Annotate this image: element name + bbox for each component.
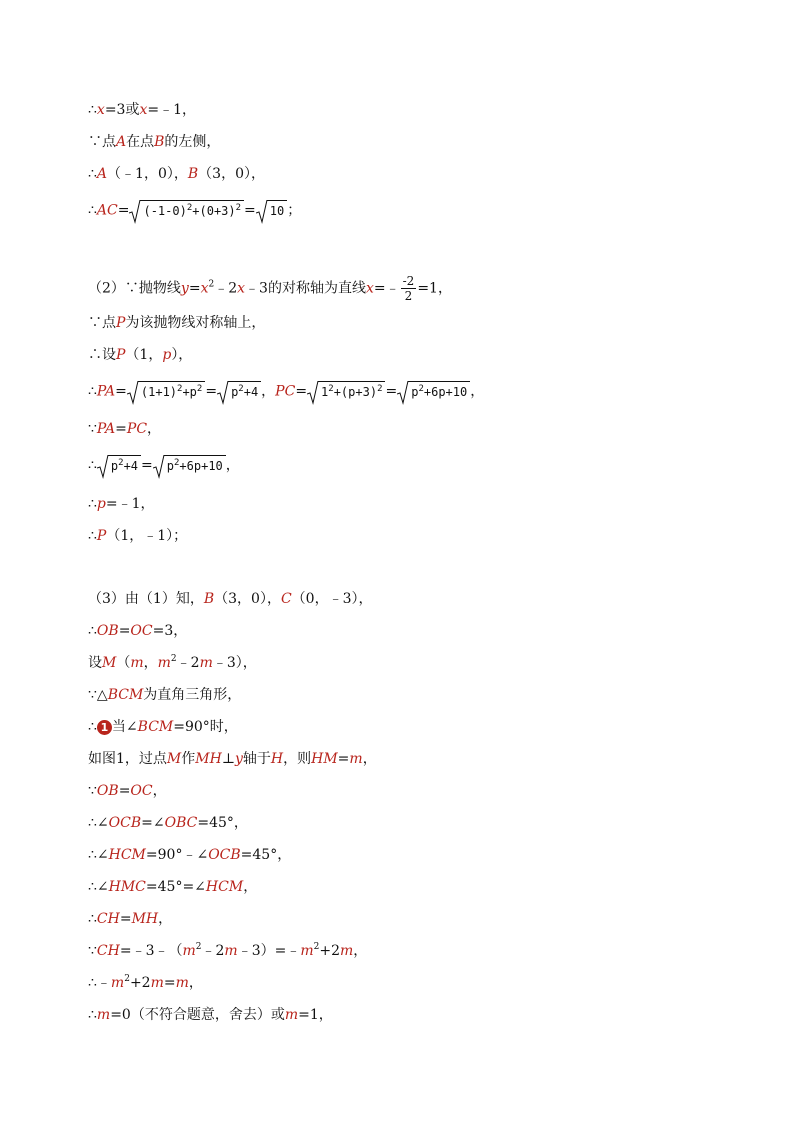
- solution-line-1: [88, 100, 196, 120]
- variable: A: [96, 166, 108, 182]
- text: =: [295, 383, 308, 400]
- text: ，则: [283, 751, 312, 767]
- fraction-denominator: 2: [404, 289, 413, 303]
- text: ﹣2: [214, 280, 238, 297]
- radical-sign-icon: [307, 381, 319, 405]
- sqrt-expression: [127, 381, 205, 402]
- math-text: +p: [182, 385, 197, 399]
- exponent: 2: [377, 384, 383, 394]
- variable: x: [365, 280, 374, 297]
- text: ∵: [88, 783, 97, 799]
- variable: HCM: [108, 847, 146, 863]
- variable: x: [237, 280, 246, 297]
- solution-line-18: [88, 749, 377, 769]
- variable: P: [96, 528, 107, 544]
- variable: C: [280, 591, 292, 607]
- solution-line-2: [88, 132, 220, 152]
- text: （3，0），: [214, 591, 281, 607]
- text: 在点: [126, 134, 155, 150]
- text: =: [118, 783, 131, 799]
- variable: M: [166, 751, 182, 767]
- math-text: +4: [123, 459, 139, 473]
- text: =45°=∠: [145, 879, 206, 895]
- math-text: +(p+3): [333, 385, 378, 399]
- exponent: 2: [118, 458, 124, 468]
- text: =: [115, 383, 127, 400]
- math-text: p: [411, 385, 419, 399]
- variable: x: [200, 280, 209, 297]
- text: ∴: [88, 202, 97, 219]
- exponent: 2: [196, 384, 203, 394]
- radical-sign-icon: [256, 200, 268, 224]
- variable: CH: [96, 943, 120, 959]
- text: ∴: [88, 457, 97, 474]
- text: 为该抛物线对称轴上，: [125, 315, 266, 331]
- fraction-numerator: -2: [402, 274, 415, 288]
- text: （﹣1，0），: [107, 166, 188, 182]
- variable: OB: [96, 623, 119, 639]
- text: ∵点: [88, 315, 116, 331]
- text: =: [117, 202, 130, 219]
- text: ﹣3），: [212, 655, 257, 671]
- text: =: [385, 383, 398, 400]
- text: ，: [143, 655, 158, 671]
- variable: BCM: [137, 719, 174, 735]
- text: ），: [171, 347, 193, 363]
- math-text: 10: [267, 200, 287, 219]
- variable: y: [234, 751, 243, 767]
- variable: OCB: [208, 847, 241, 863]
- text: =1，: [417, 280, 452, 297]
- text: ，: [225, 457, 240, 474]
- variable: y: [180, 280, 189, 297]
- text: =: [244, 202, 256, 219]
- fraction: [401, 274, 417, 303]
- variable: m: [284, 1007, 299, 1023]
- variable: OBC: [164, 815, 198, 831]
- text: ∴设: [88, 347, 116, 363]
- text: ⊥: [221, 751, 235, 767]
- radical-sign-icon: [217, 381, 229, 405]
- text: ﹣2: [201, 943, 225, 959]
- variable: HM: [311, 751, 338, 767]
- variable: PA: [96, 383, 116, 400]
- math-text: (1+1): [140, 385, 178, 399]
- sqrt-expression: [307, 381, 385, 402]
- variable: H: [270, 751, 284, 767]
- solution-line-24: [88, 941, 367, 961]
- variable: AC: [96, 202, 118, 219]
- exponent: 2: [238, 384, 244, 394]
- text: =: [205, 383, 218, 400]
- text: （1，﹣1）；: [106, 528, 188, 544]
- variable: m: [349, 751, 363, 767]
- text: 的左侧，: [164, 134, 221, 150]
- text: ，: [158, 911, 173, 927]
- text: ∴: [88, 496, 97, 512]
- sqrt-expression: [129, 200, 244, 221]
- solution-line-12: [88, 526, 187, 546]
- solution-line-10: [88, 455, 240, 475]
- math-text: p: [166, 459, 174, 473]
- sqrt-expression: [397, 381, 470, 402]
- variable: m: [182, 943, 196, 959]
- text: =: [119, 911, 132, 927]
- text: 轴于: [242, 751, 271, 767]
- variable: OC: [130, 783, 153, 799]
- variable: A: [116, 134, 127, 150]
- text: =: [118, 623, 131, 639]
- solution-line-19: [88, 781, 167, 801]
- math-text: +(0+3): [192, 204, 236, 218]
- text: +2: [129, 975, 151, 991]
- text: ∴∠: [88, 879, 109, 895]
- text: ∴: [88, 911, 97, 927]
- sqrt-expression: [256, 200, 287, 221]
- solution-line-16: [88, 685, 241, 705]
- solution-line-3: [88, 164, 265, 184]
- exponent: 2: [177, 384, 183, 394]
- variable: PC: [126, 421, 148, 437]
- variable: m: [300, 943, 314, 959]
- variable: MH: [131, 911, 159, 927]
- math-text: +6p+10: [423, 385, 468, 399]
- text: ，: [470, 383, 485, 400]
- text: ∵: [88, 421, 97, 437]
- text: ，: [188, 975, 203, 991]
- variable: P: [116, 347, 126, 363]
- exponent: 2: [208, 279, 215, 290]
- text: =﹣1，: [105, 496, 155, 512]
- text: ﹣3的对称轴为直线: [245, 280, 366, 297]
- solution-line-5: [88, 274, 452, 303]
- variable: MH: [195, 751, 222, 767]
- text: 如图1，过点: [88, 751, 167, 767]
- solution-line-11: [88, 494, 155, 514]
- text: （3，0），: [198, 166, 265, 182]
- text: ∴: [88, 1007, 97, 1023]
- text: =90°﹣∠: [145, 847, 209, 863]
- variable: m: [96, 1007, 111, 1023]
- radical-sign-icon: [397, 381, 409, 405]
- text: ，: [147, 421, 162, 437]
- text: =﹣3﹣（: [119, 943, 183, 959]
- variable: B: [154, 134, 165, 150]
- text: （: [116, 655, 131, 671]
- variable: p: [162, 347, 172, 363]
- math-text: (-1-0): [143, 204, 187, 218]
- text: =3，: [152, 623, 188, 639]
- text: （3）由（1）知，: [88, 591, 204, 607]
- text: ，: [362, 751, 377, 767]
- variable: m: [224, 943, 238, 959]
- solution-line-15: [88, 653, 257, 673]
- solution-line-14: [88, 621, 187, 641]
- text: =3或: [104, 102, 140, 118]
- text: =: [337, 751, 350, 767]
- variable: m: [340, 943, 354, 959]
- solution-line-8: [88, 381, 484, 401]
- text: ，: [243, 879, 258, 895]
- variable: HCM: [205, 879, 244, 895]
- text: ∴: [88, 102, 97, 118]
- sqrt-expression: [153, 455, 226, 476]
- variable: PC: [275, 383, 296, 400]
- math-text: p: [231, 385, 239, 399]
- sqrt-expression: [217, 381, 261, 402]
- exponent: 2: [328, 384, 334, 394]
- variable: HMC: [108, 879, 146, 895]
- solution-line-17: [88, 717, 238, 737]
- text: =﹣: [373, 280, 400, 297]
- text: （0，﹣3），: [291, 591, 373, 607]
- solution-line-20: [88, 813, 248, 833]
- text: ∵△: [88, 687, 108, 703]
- math-text: +4: [243, 385, 259, 399]
- radical-sign-icon: [153, 455, 165, 479]
- text: 当∠: [111, 719, 138, 735]
- variable: m: [130, 655, 144, 671]
- text: ，: [152, 783, 167, 799]
- exponent: 2: [418, 384, 424, 394]
- text: ﹣3）=﹣: [237, 943, 301, 959]
- variable: p: [96, 496, 106, 512]
- exponent: 2: [195, 942, 202, 952]
- math-text: p: [110, 459, 119, 473]
- solution-line-6: [88, 313, 265, 333]
- text: =45°，: [240, 847, 292, 863]
- variable: B: [187, 166, 199, 182]
- circled-number-badge: 1: [97, 720, 112, 735]
- variable: m: [150, 975, 164, 991]
- solution-line-13: [88, 589, 373, 609]
- text: ∴∠: [88, 847, 109, 863]
- solution-line-23: [88, 909, 172, 929]
- text: （1，: [125, 347, 163, 363]
- exponent: 2: [235, 203, 242, 213]
- solution-line-26: [88, 1005, 333, 1025]
- text: ，: [261, 383, 276, 400]
- variable: P: [116, 315, 126, 331]
- variable: x: [96, 102, 105, 118]
- text: ∴: [88, 528, 97, 544]
- text: 设: [88, 655, 102, 671]
- variable: m: [199, 655, 213, 671]
- text: （2）∵抛物线: [88, 280, 181, 297]
- text: =: [115, 421, 127, 437]
- text: ∴: [88, 166, 97, 182]
- variable: CH: [96, 911, 120, 927]
- text: =: [141, 457, 153, 474]
- math-text: 1: [321, 385, 329, 399]
- variable: OC: [130, 623, 153, 639]
- variable: m: [157, 655, 171, 671]
- variable: m: [110, 975, 125, 991]
- variable: BCM: [107, 687, 144, 703]
- text: 为直角三角形，: [143, 687, 242, 703]
- solution-line-22: [88, 877, 257, 897]
- solution-line-9: [88, 419, 161, 439]
- variable: M: [102, 655, 117, 671]
- math-text: +6p+10: [179, 459, 223, 473]
- radical-sign-icon: [129, 200, 141, 224]
- solution-line-7: [88, 345, 192, 365]
- variable: PA: [96, 421, 116, 437]
- variable: x: [139, 102, 148, 118]
- text: =: [188, 280, 201, 297]
- text: ∴∠: [88, 815, 109, 831]
- exponent: 2: [170, 654, 177, 664]
- text: ∴: [88, 719, 97, 735]
- text: =0（不符合题意，舍去）或: [110, 1007, 285, 1023]
- text: 作: [181, 751, 196, 767]
- exponent: 2: [186, 203, 193, 213]
- text: ∵点: [88, 134, 116, 150]
- radical-sign-icon: [127, 381, 139, 405]
- variable: m: [175, 975, 189, 991]
- variable: OB: [96, 783, 119, 799]
- exponent: 2: [174, 458, 180, 468]
- text: ∴: [88, 623, 97, 639]
- text: =45°，: [197, 815, 248, 831]
- variable: B: [203, 591, 215, 607]
- solution-line-25: [88, 973, 203, 993]
- text: =1，: [298, 1007, 333, 1023]
- text: ，: [353, 943, 368, 959]
- variable: OCB: [108, 815, 142, 831]
- text: =∠: [141, 815, 165, 831]
- text: ∵: [88, 943, 97, 959]
- solution-line-21: [88, 845, 291, 865]
- text: ∴﹣: [88, 975, 111, 991]
- text: =﹣1，: [147, 102, 197, 118]
- text: =: [163, 975, 176, 991]
- text: +2: [319, 943, 340, 959]
- sqrt-expression: [97, 455, 141, 476]
- text: =90°时，: [173, 719, 238, 735]
- text: ∴: [88, 383, 97, 400]
- text: ﹣2: [176, 655, 200, 671]
- exponent: 2: [313, 942, 320, 952]
- radical-sign-icon: [97, 455, 109, 479]
- text: ；: [287, 202, 302, 219]
- exponent: 2: [124, 974, 130, 984]
- solution-line-4: [88, 200, 301, 220]
